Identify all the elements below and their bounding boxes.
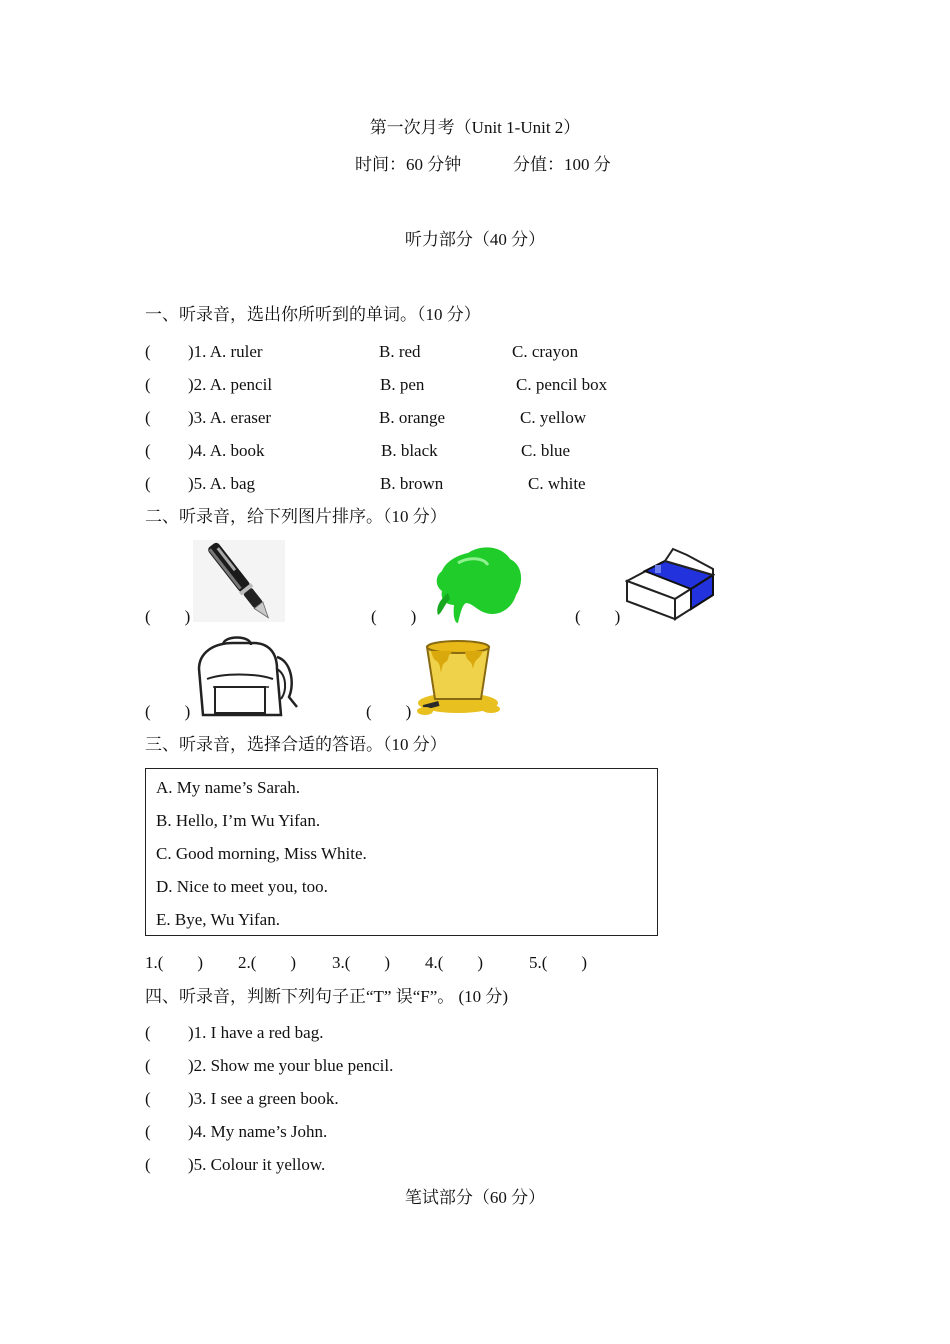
- item-option-c: C. blue: [521, 441, 571, 460]
- answer-paren: (: [145, 408, 151, 427]
- exam-title: 第一次月考（Unit 1-Unit 2）: [369, 118, 581, 137]
- answer-blank: 2.( ): [238, 953, 297, 972]
- answer-paren: (: [145, 1023, 151, 1042]
- answer-option: B. Hello, I’m Wu Yifan.: [156, 811, 321, 830]
- item-option-b: B. black: [381, 441, 438, 460]
- green-paint-picture: [428, 543, 526, 625]
- section4-heading: 四、听录音，判断下列句子正“T” 误“F”。 (10 分): [145, 987, 509, 1006]
- answer-paren: (: [145, 474, 151, 493]
- yellow-paint-picture: [413, 637, 503, 717]
- answer-blank: 1.( ): [145, 953, 204, 972]
- item-option-b: B. pen: [380, 375, 425, 394]
- tf-sentence: )3. I see a green book.: [188, 1089, 339, 1108]
- time-label: 时间：60 分钟: [355, 155, 462, 174]
- answer-blank: 4.( ): [425, 953, 484, 972]
- item-option-a: )4. A. book: [188, 441, 265, 460]
- item-option-b: B. red: [379, 342, 421, 361]
- answer-option: A. My name’s Sarah.: [156, 778, 301, 797]
- tf-sentence: )2. Show me your blue pencil.: [188, 1056, 394, 1075]
- item-option-a: )3. A. eraser: [188, 408, 272, 427]
- item-option-a: )1. A. ruler: [188, 342, 263, 361]
- item-option-c: C. white: [528, 474, 586, 493]
- answer-paren: (: [145, 1155, 151, 1174]
- answer-option: D. Nice to meet you, too.: [156, 877, 328, 896]
- section3-heading: 三、听录音，选择合适的答语。（10 分）: [145, 735, 447, 754]
- eraser-picture: [625, 547, 715, 622]
- listening-heading: 听力部分（40 分）: [404, 230, 546, 249]
- answer-paren: (: [145, 342, 151, 361]
- bag-picture: [193, 635, 299, 717]
- order-blank: ( ): [366, 702, 412, 721]
- section1-heading: 一、听录音，选出你所听到的单词。（10 分）: [145, 305, 481, 324]
- answer-blank: 3.( ): [332, 953, 391, 972]
- answer-paren: (: [145, 1122, 151, 1141]
- answer-option: C. Good morning, Miss White.: [156, 844, 367, 863]
- item-option-a: )2. A. pencil: [188, 375, 273, 394]
- answer-paren: (: [145, 1056, 151, 1075]
- answer-blank: 5.( ): [529, 953, 588, 972]
- item-option-c: C. yellow: [520, 408, 587, 427]
- answer-paren: (: [145, 375, 151, 394]
- written-heading: 笔试部分（60 分）: [404, 1188, 546, 1207]
- answer-paren: (: [145, 1089, 151, 1108]
- item-option-c: C. pencil box: [516, 375, 608, 394]
- item-option-b: B. brown: [380, 474, 444, 493]
- order-blank: ( ): [371, 607, 417, 626]
- answer-paren: (: [145, 441, 151, 460]
- order-blank: ( ): [145, 607, 191, 626]
- tf-sentence: )4. My name’s John.: [188, 1122, 328, 1141]
- item-option-c: C. crayon: [512, 342, 579, 361]
- order-blank: ( ): [575, 607, 621, 626]
- tf-sentence: )1. I have a red bag.: [188, 1023, 324, 1042]
- item-option-a: )5. A. bag: [188, 474, 256, 493]
- answer-option: E. Bye, Wu Yifan.: [156, 910, 280, 929]
- tf-sentence: )5. Colour it yellow.: [188, 1155, 326, 1174]
- score-label: 分值：100 分: [513, 155, 611, 174]
- order-blank: ( ): [145, 702, 191, 721]
- pen-picture: [193, 540, 285, 622]
- section2-heading: 二、听录音，给下列图片排序。（10 分）: [145, 507, 447, 526]
- item-option-b: B. orange: [379, 408, 446, 427]
